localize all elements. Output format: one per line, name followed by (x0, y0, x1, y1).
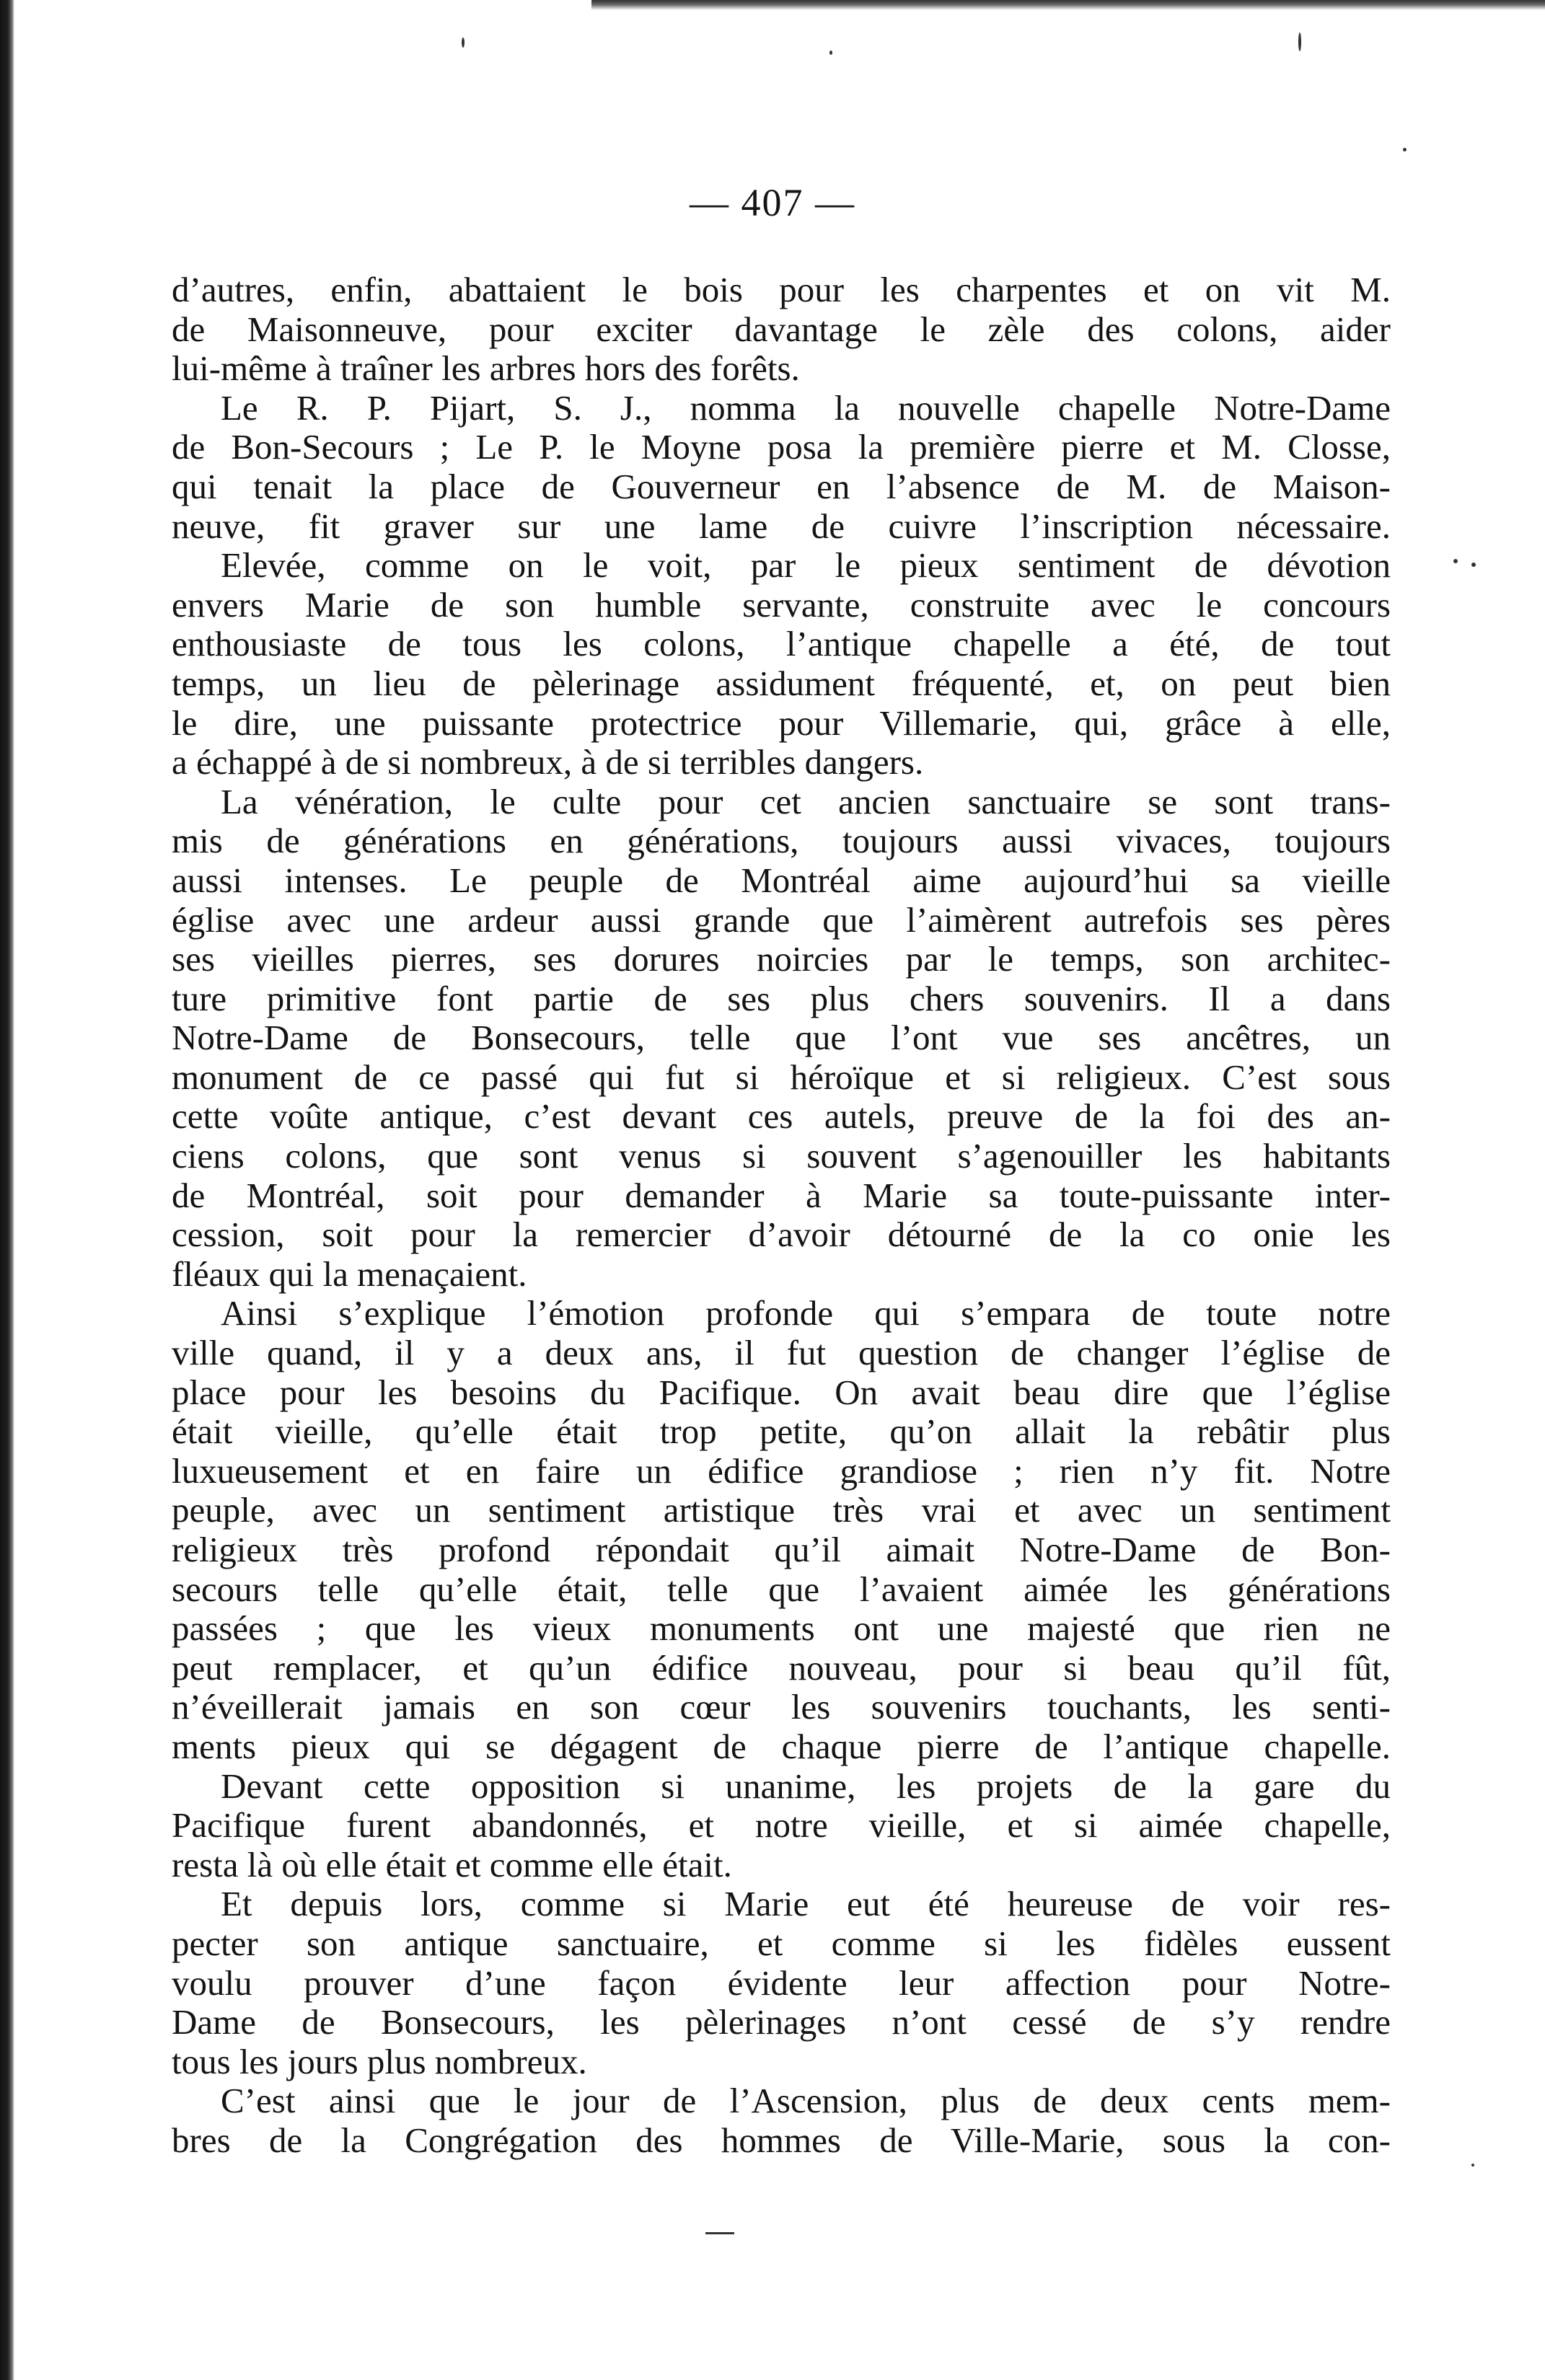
text-line: passées ; que les vieux monuments ont une majesté que rien ne (172, 1609, 1391, 1649)
text-line: n’éveillerait jamais en son cœur les souvenirs touchants, les senti- (172, 1688, 1391, 1727)
text-line: Notre-Dame de Bonsecours, telle que l’ont vue ses ancêtres, un (172, 1018, 1391, 1058)
text-line: bres de la Congrégation des hommes de Ville-Marie, sous la con- (172, 2120, 1391, 2160)
page-number: — 407 — (690, 181, 855, 224)
text-line: religieux très profond répondait qu’il aimait Notre-Dame de Bon- (172, 1530, 1391, 1569)
text-line: resta là où elle était et comme elle était. (172, 1845, 732, 1885)
text-line: Ainsi s’explique l’émotion profonde qui s’empara de toute notre (221, 1294, 1391, 1334)
scan-speck (1403, 148, 1407, 151)
text-line: peut remplacer, et qu’un édifice nouveau, pour si beau qu’il fût, (172, 1648, 1391, 1688)
text-line: cette voûte antique, c’est devant ces autels, preuve de la foi des an- (172, 1097, 1391, 1137)
text-line: voulu prouver d’une façon évidente leur affection pour Notre- (172, 1963, 1391, 2003)
scan-speck (1471, 2164, 1474, 2167)
text-line: ses vieilles pierres, ses dorures noircies par le temps, son architec- (172, 940, 1391, 979)
text-line: ciens colons, que sont venus si souvent s’agenouiller les habitants (172, 1137, 1391, 1176)
text-line: temps, un lieu de pèlerinage assidument fréquenté, et, on peut bien (172, 664, 1391, 703)
scan-edge-top (591, 0, 1545, 10)
text-line: secours telle qu’elle était, telle que l’avaient aimée les générations (172, 1569, 1391, 1609)
scan-speck (1453, 559, 1458, 563)
text-line: C’est ainsi que le jour de l’Ascension, plus de deux cents mem- (221, 2081, 1391, 2121)
scan-speck (829, 50, 832, 55)
text-line: neuve, fit graver sur une lame de cuivre l’inscription nécessaire. (172, 506, 1391, 546)
text-line: de Bon-Secours ; Le P. le Moyne posa la première pierre et M. Closse, (172, 428, 1391, 467)
text-line: Devant cette opposition si unanime, les projets de la gare du (221, 1766, 1391, 1806)
text-line: place pour les besoins du Pacifique. On avait beau dire que l’église (172, 1372, 1391, 1412)
text-line: cession, soit pour la remercier d’avoir détourné de la co onie les (172, 1215, 1391, 1255)
text-line: Elevée, comme on le voit, par le pieux sentiment de dévotion (221, 546, 1391, 586)
bottom-ornament-mark (705, 2232, 734, 2234)
text-line: aussi intenses. Le peuple de Montréal aime aujourd’hui sa vieille (172, 860, 1391, 900)
text-line: fléaux qui la menaçaient. (172, 1254, 527, 1294)
text-line: de Maisonneuve, pour exciter davantage le zèle des colons, aider (172, 309, 1391, 349)
text-line: Et depuis lors, comme si Marie eut été heureuse de voir res- (221, 1885, 1391, 1924)
scan-edge-left (0, 0, 14, 2380)
text-line: envers Marie de son humble servante, construite avec le concours (172, 585, 1391, 625)
text-line: mis de générations en générations, toujours aussi vivaces, toujours (172, 821, 1391, 861)
text-line: ture primitive font partie de ses plus chers souvenirs. Il a dans (172, 979, 1391, 1018)
scan-speck (462, 38, 465, 48)
text-line: Pacifique furent abandonnés, et notre vieille, et si aimée chapelle, (172, 1806, 1391, 1846)
text-line: ments pieux qui se dégagent de chaque pierre de l’antique chapelle. (172, 1727, 1391, 1766)
scan-speck (1471, 563, 1476, 567)
text-line: lui-même à traîner les arbres hors des forêts. (172, 349, 800, 389)
body-text (172, 270, 1391, 2161)
text-line: était vieille, qu’elle était trop petite, qu’on allait la rebâtir plus (172, 1412, 1391, 1452)
text-line: La vénération, le culte pour cet ancien sanctuaire se sont trans- (221, 782, 1391, 821)
text-line: luxueusement et en faire un édifice grandiose ; rien n’y fit. Notre (172, 1451, 1391, 1491)
text-line: a échappé à de si nombreux, à de si terribles dangers. (172, 743, 924, 783)
text-line: qui tenait la place de Gouverneur en l’absence de M. de Maison- (172, 467, 1391, 506)
text-line: enthousiaste de tous les colons, l’antique chapelle a été, de tout (172, 625, 1391, 664)
text-line: église avec une ardeur aussi grande que l’aimèrent autrefois ses pères (172, 900, 1391, 940)
text-line: tous les jours plus nombreux. (172, 2042, 587, 2081)
text-line: peuple, avec un sentiment artistique très vrai et avec un sentiment (172, 1491, 1391, 1530)
text-line: Dame de Bonsecours, les pèlerinages n’ont cessé de s’y rendre (172, 2003, 1391, 2042)
text-line: le dire, une puissante protectrice pour Villemarie, qui, grâce à elle, (172, 703, 1391, 743)
text-line: d’autres, enfin, abattaient le bois pour les charpentes et on vit M. (172, 270, 1391, 309)
text-line: monument de ce passé qui fut si héroïque et si religieux. C’est sous (172, 1057, 1391, 1097)
text-line: pecter son antique sanctuaire, et comme si les fidèles eussent (172, 1923, 1391, 1963)
scan-speck (1298, 32, 1301, 51)
text-line: ville quand, il y a deux ans, il fut question de changer l’église de (172, 1334, 1391, 1373)
text-line: Le R. P. Pijart, S. J., nomma la nouvelle chapelle Notre-Dame (221, 388, 1391, 428)
text-line: de Montréal, soit pour demander à Marie sa toute-puissante inter- (172, 1176, 1391, 1215)
